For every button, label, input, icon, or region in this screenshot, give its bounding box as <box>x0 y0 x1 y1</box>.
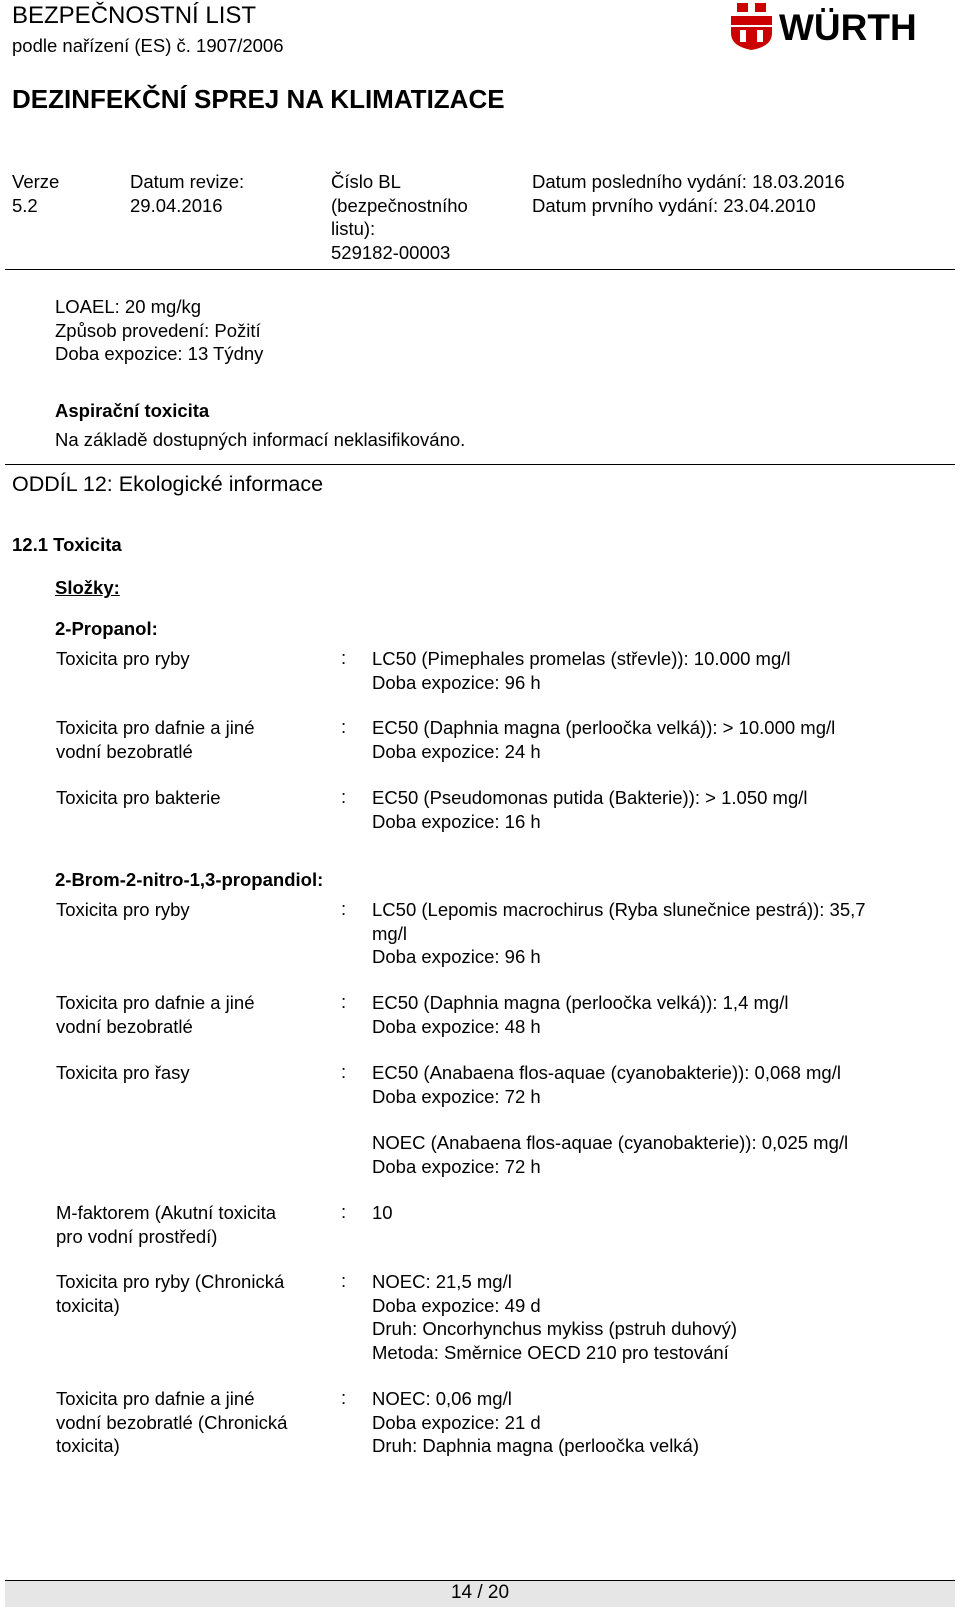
label-line: Toxicita pro dafnie a jiné <box>56 992 255 1013</box>
value-line: Druh: Daphnia magna (perloočka velká) <box>372 1435 700 1456</box>
wurth-logo-icon <box>731 0 956 52</box>
components-label: Složky: <box>55 577 120 598</box>
colon: : <box>341 991 347 1012</box>
last-issue-date: Datum posledního vydání: 18.03.2016 <box>532 171 845 192</box>
label-line: M-faktorem (Akutní toxicita <box>56 1202 277 1223</box>
route-of-exposure: Způsob provedení: Požití <box>55 319 261 341</box>
value-line: Druh: Oncorhynchus mykiss (pstruh duhový) <box>372 1318 737 1339</box>
value-line: NOEC: 21,5 mg/l <box>372 1271 512 1292</box>
value-line: Doba expozice: 72 h <box>372 1155 541 1177</box>
label-line: toxicita) <box>56 1294 120 1316</box>
subsection-title: 12.1 Toxicita <box>12 534 122 555</box>
label-line: Toxicita pro ryby (Chronická <box>56 1271 285 1292</box>
value-line: EC50 (Anabaena flos-aquae (cyanobakterie)): 0,068 mg/l <box>372 1062 841 1083</box>
colon: : <box>341 1387 347 1408</box>
bronopol-mfactor-label <box>56 1201 276 1248</box>
substance-name-propanol: 2-Propanol: <box>55 618 158 639</box>
bl-label-1: Číslo BL <box>331 171 401 192</box>
logo-text: WÜRTH <box>779 7 917 48</box>
first-issue-date: Datum prvního vydání: 23.04.2010 <box>532 194 816 216</box>
value-line: mg/l <box>372 922 407 944</box>
wurth-logo <box>731 0 956 52</box>
bl-number-block <box>331 170 468 264</box>
value-line: NOEC: 0,06 mg/l <box>372 1388 512 1409</box>
value-line: EC50 (Daphnia magna (perloočka velká)): 1,4 mg/l <box>372 992 789 1013</box>
loael-value: LOAEL: 20 mg/kg <box>55 296 202 317</box>
value-line: EC50 (Daphnia magna (perloočka velká)): > 10.000 mg/l <box>372 717 836 738</box>
propanol-daphnia-label <box>56 716 254 763</box>
propanol-daphnia-value <box>372 716 835 763</box>
propanol-bacteria-value <box>372 786 808 833</box>
version-label: Verze <box>12 171 60 192</box>
exposure-duration: Doba expozice: 13 Týdny <box>55 343 264 364</box>
version-block <box>12 170 59 217</box>
value-line: Doba expozice: 16 h <box>372 810 541 832</box>
label-line: Toxicita pro dafnie a jiné <box>56 717 255 738</box>
header-divider <box>5 269 955 270</box>
label-line: Toxicita pro dafnie a jiné <box>56 1388 255 1409</box>
bronopol-daphnia-chronic-value <box>372 1387 699 1458</box>
revision-label: Datum revize: <box>130 171 245 192</box>
value-line: Metoda: Směrnice OECD 210 pro testování <box>372 1341 729 1363</box>
label-line: vodní bezobratlé (Chronická <box>56 1411 288 1433</box>
colon: : <box>341 898 347 919</box>
substance-name-bronopol: 2-Brom-2-nitro-1,3-propandiol: <box>55 869 324 890</box>
value-line: Doba expozice: 48 h <box>372 1015 541 1037</box>
value-line: LC50 (Pimephales promelas (střevle)): 10.000 mg/l <box>372 648 791 669</box>
value-line: 10 <box>372 1202 393 1223</box>
label-line: vodní bezobratlé <box>56 1015 193 1037</box>
bronopol-fish-chronic-value <box>372 1270 737 1364</box>
value-line: Doba expozice: 72 h <box>372 1085 541 1107</box>
page-number: 14 / 20 <box>450 1582 510 1603</box>
bronopol-algae-value <box>372 1061 841 1108</box>
revision-value: 29.04.2016 <box>130 194 223 216</box>
value-line: Doba expozice: 21 d <box>372 1411 541 1433</box>
label-line: toxicita) <box>56 1435 120 1456</box>
propanol-fish-value <box>372 647 790 694</box>
label-line: Toxicita pro ryby <box>56 648 190 669</box>
colon: : <box>341 1201 347 1222</box>
bl-number: 529182-00003 <box>331 241 451 263</box>
regulation-subtitle: podle nařízení (ES) č. 1907/2006 <box>12 35 284 56</box>
propanol-fish-label <box>56 647 190 671</box>
bronopol-algae-label <box>56 1061 190 1085</box>
section-divider <box>5 464 955 465</box>
colon: : <box>341 1270 347 1291</box>
bronopol-fish-value <box>372 898 866 969</box>
colon: : <box>341 1061 347 1082</box>
value-line: Doba expozice: 96 h <box>372 671 541 693</box>
aspiration-heading: Aspirační toxicita <box>55 400 210 421</box>
value-line: NOEC (Anabaena flos-aquae (cyanobakterie)): 0,025 mg/l <box>372 1132 849 1153</box>
bl-label-2: (bezpečnostního <box>331 194 468 216</box>
bronopol-fish-label <box>56 898 190 922</box>
colon: : <box>341 786 347 807</box>
label-line: Toxicita pro ryby <box>56 899 190 920</box>
revision-block <box>130 170 244 217</box>
label-line: Toxicita pro bakterie <box>56 787 221 808</box>
loael-block <box>55 295 263 366</box>
bronopol-daphnia-label <box>56 991 254 1038</box>
value-line: Doba expozice: 96 h <box>372 946 541 967</box>
bronopol-algae-noec-value <box>372 1131 848 1178</box>
value-line: LC50 (Lepomis macrochirus (Ryba slunečnice pestrá)): 35,7 <box>372 899 866 920</box>
aspiration-text: Na základě dostupných informací neklasifikováno. <box>55 429 466 450</box>
section-title: ODDÍL 12: Ekologické informace <box>12 472 324 496</box>
propanol-bacteria-label <box>56 786 221 810</box>
version-value: 5.2 <box>12 194 38 216</box>
bronopol-daphnia-chronic-label <box>56 1387 287 1458</box>
bronopol-fish-chronic-label <box>56 1270 284 1317</box>
issue-dates-block <box>532 170 845 217</box>
bronopol-daphnia-value <box>372 991 788 1038</box>
document-type-title: BEZPEČNOSTNÍ LIST <box>12 2 257 29</box>
colon: : <box>341 716 347 737</box>
value-line: Doba expozice: 24 h <box>372 740 541 762</box>
colon: : <box>341 647 347 668</box>
label-line: pro vodní prostředí) <box>56 1225 218 1247</box>
label-line: Toxicita pro řasy <box>56 1062 190 1083</box>
bronopol-mfactor-value <box>372 1201 393 1225</box>
value-line: EC50 (Pseudomonas putida (Bakterie)): > 1.050 mg/l <box>372 787 808 808</box>
bl-label-3: listu): <box>331 218 376 239</box>
value-line: Doba expozice: 49 d <box>372 1294 541 1316</box>
label-line: vodní bezobratlé <box>56 740 193 762</box>
product-name: DEZINFEKČNÍ SPREJ NA KLIMATIZACE <box>12 84 505 114</box>
